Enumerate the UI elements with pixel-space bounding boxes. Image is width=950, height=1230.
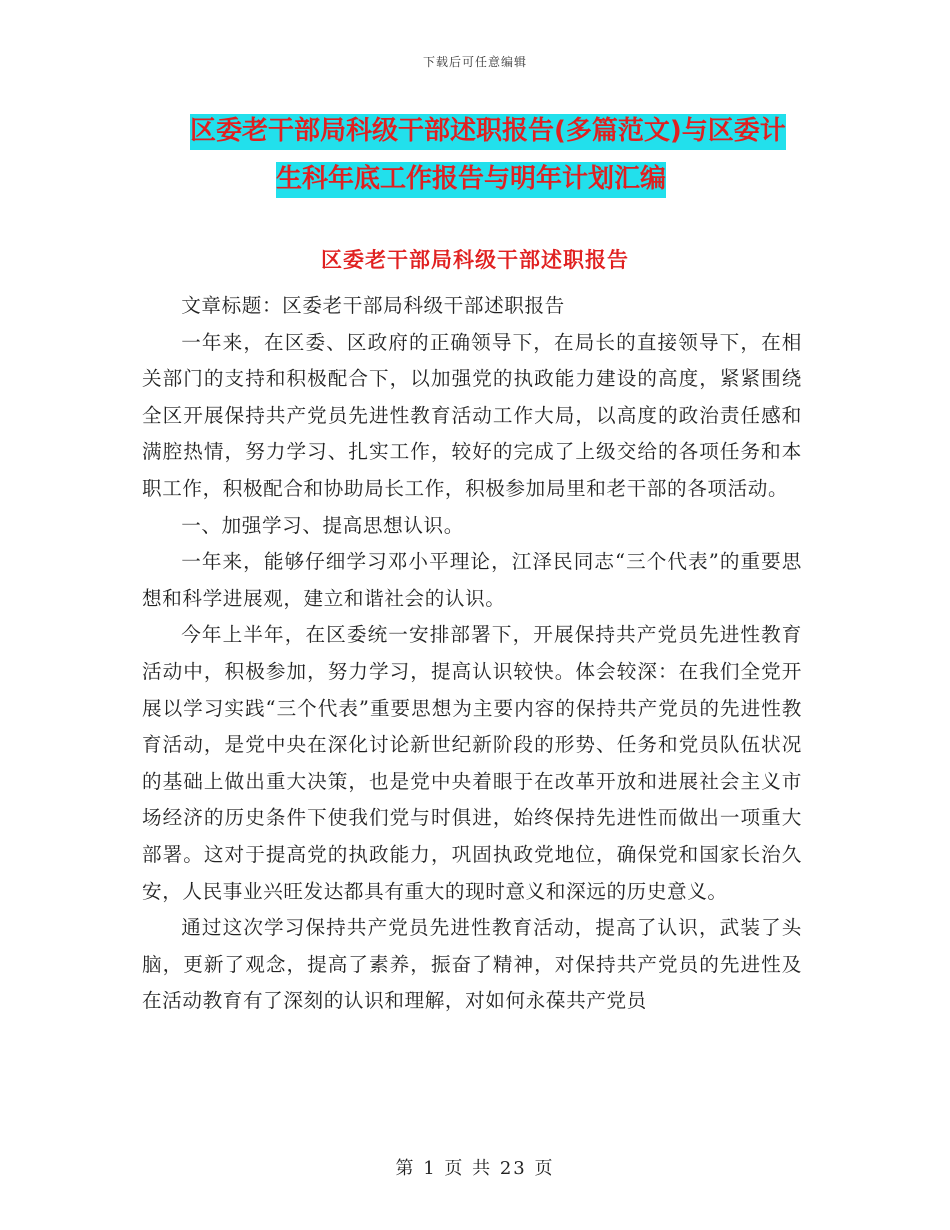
paragraph-heading: 一、加强学习、提高思想认识。: [181, 513, 464, 537]
section-title: 区委老干部局科级干部述职报告: [321, 248, 629, 272]
paragraph-article-title: 文章标题：区委老干部局科级干部述职报告: [181, 294, 565, 317]
document-title-line-1: [190, 108, 786, 150]
paragraph: 一年来，能够仔细学习邓小平理论，江泽民同志“三个代表”的重要思想和科学进展观，建立和谐社会的认识。: [142, 550, 802, 610]
body-text: [142, 288, 802, 1020]
title-highlight: 区委老干部局科级干部述职报告(多篇范文)与区委计: [190, 114, 786, 150]
paragraph: 通过这次学习保持共产党员先进性教育活动，提高了认识，武装了头脑，更新了观念，提高了素养，振奋了精神，对保持共产党员的先进性及在活动教育有了深刻的认识和理解，对如何永葆共产党员: [142, 916, 802, 1013]
title-highlight: 生科年底工作报告与明年计划汇编: [276, 162, 666, 198]
paragraph: 今年上半年，在区委统一安排部署下，开展保持共产党员先进性教育活动中，积极参加，努力学习，提高认识较快。体会较深：在我们全党开展以学习实践“三个代表”重要思想为主要内容的保持共产党员的先进性教育活动，是党中央在深化讨论新世纪新阶段的形势、任务和党员队伍状况的基础上做出重大决策，也是党中央着眼于在改革开放和进展社会主义市场经济的历史条件下使我们党与时俱进，始终保持先进性而做出一项重大部署。这对于提高党的执政能力，巩固执政党地位，确保党和国家长治久安，人民事业兴旺发达都具有重大的现时意义和深远的历史意义。: [142, 623, 802, 903]
page-number: 第 1 页 共 23 页: [395, 1158, 555, 1179]
document-title-line-2: [276, 156, 666, 198]
header-note: 下载后可任意编辑: [422, 55, 527, 69]
paragraph: 一年来，在区委、区政府的正确领导下，在局长的直接领导下，在相关部门的支持和积极配合下，以加强党的执政能力建设的高度，紧紧围绕全区开展保持共产党员先进性教育活动工作大局，以高度的政治责任感和满腔热情，努力学习、扎实工作，较好的完成了上级交给的各项任务和本职工作，积极配合和协助局长工作，积极参加局里和老干部的各项活动。: [142, 330, 802, 500]
